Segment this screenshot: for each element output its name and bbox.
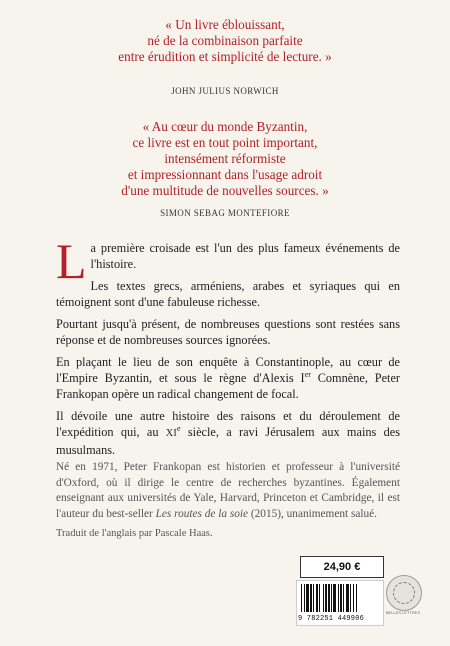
paragraph-expedition bbox=[56, 408, 400, 458]
paragraph-sources: Les textes grecs, arméniens, arabes et syriaques qui en témoignent sont d'une fabuleuse richesse. bbox=[56, 279, 400, 309]
isbn-number: 9 782251 449906 bbox=[298, 615, 365, 623]
quote-line: entre érudition et simplicité de lecture. » bbox=[118, 49, 332, 64]
author-bio bbox=[56, 460, 400, 522]
intro-paragraph bbox=[56, 233, 400, 289]
barcode-bar bbox=[301, 584, 302, 612]
quote-line: « Un livre éblouissant, bbox=[165, 17, 285, 32]
quote-line: intensément réformiste bbox=[164, 151, 286, 166]
quote-line: né de la combinaison parfaite bbox=[147, 33, 303, 48]
barcode-bar bbox=[338, 584, 339, 612]
publisher-seal-text: BELLES LETTRES bbox=[385, 610, 421, 615]
barcode-bar bbox=[346, 584, 349, 612]
text-part: Il dévoile une autre histoire des raisons et du déroulement de l'expédition qui, au bbox=[56, 409, 400, 439]
drop-cap: L bbox=[56, 233, 87, 289]
barcode-bar bbox=[319, 584, 320, 612]
barcode-bar bbox=[328, 584, 330, 612]
barcode-bar bbox=[304, 584, 305, 612]
barcode-bar bbox=[343, 584, 344, 612]
barcode-bar bbox=[306, 584, 309, 612]
paragraph-questions: Pourtant jusqu'à présent, de nombreuses questions sont restées sans réponse et de nombreuses sources ignorées. bbox=[56, 317, 400, 347]
translator-credit: Traduit de l'anglais par Pascale Haas. bbox=[56, 528, 213, 539]
price-label: 24,90 € bbox=[300, 556, 384, 578]
barcode-bar bbox=[325, 584, 327, 612]
bio-text: Né en 1971, Peter Frankopan est historien et professeur à l'université d'Oxford, où il dirige le centre de recherches byzantines. Également enseignant aux universités de Yale, Harvard, Princeton et Cambridge, il est l'auteur du best-seller bbox=[56, 461, 400, 520]
paragraph-constantinople bbox=[56, 354, 400, 402]
quote-line: d'une multitude de nouvelles sources. » bbox=[121, 183, 329, 198]
barcode-bar bbox=[310, 584, 312, 612]
superscript: e bbox=[177, 423, 181, 433]
quote-author-2: SIMON SEBAG MONTEFIORE bbox=[160, 208, 290, 218]
barcode-bar bbox=[340, 584, 342, 612]
barcode-bar bbox=[350, 584, 351, 612]
publisher-seal-icon bbox=[386, 575, 422, 611]
barcode-bar bbox=[316, 584, 318, 612]
barcode-bar bbox=[353, 584, 354, 612]
intro-text: a première croisade est l'un des plus fameux événements de l'histoire. bbox=[90, 241, 400, 271]
barcode-bar bbox=[356, 584, 357, 612]
text-part: En plaçant le lieu de son enquête à Constantinople, au cœur de l'Empire Byzantin, et sous le règne d'Alexis I bbox=[56, 355, 400, 385]
review-quote-1 bbox=[0, 17, 450, 65]
barcode-bars bbox=[297, 581, 383, 615]
text-part: Comnène, Peter Frankopan opère un radical changement de focal. bbox=[56, 371, 400, 401]
quote-author-1: JOHN JULIUS NORWICH bbox=[171, 86, 279, 96]
superscript: er bbox=[304, 369, 311, 379]
book-title: Les routes de la soie bbox=[155, 507, 249, 520]
century-numeral: XI bbox=[165, 428, 177, 439]
bio-text: (2015), unanimement salué. bbox=[248, 507, 378, 520]
barcode-bar bbox=[323, 584, 324, 612]
review-quote-2 bbox=[0, 119, 450, 199]
seal-ring bbox=[393, 582, 415, 604]
barcode-bar bbox=[333, 584, 336, 612]
quote-line: et impressionnant dans l'usage adroit bbox=[127, 167, 323, 182]
synopsis bbox=[56, 233, 400, 464]
text-part: siècle, a ravi Jérusalem aux mains des musulmans. bbox=[56, 425, 400, 457]
quote-line: ce livre est en tout point important, bbox=[132, 135, 318, 150]
quote-line: « Au cœur du monde Byzantin, bbox=[142, 119, 308, 134]
barcode-bar bbox=[331, 584, 332, 612]
barcode-bar bbox=[313, 584, 314, 612]
